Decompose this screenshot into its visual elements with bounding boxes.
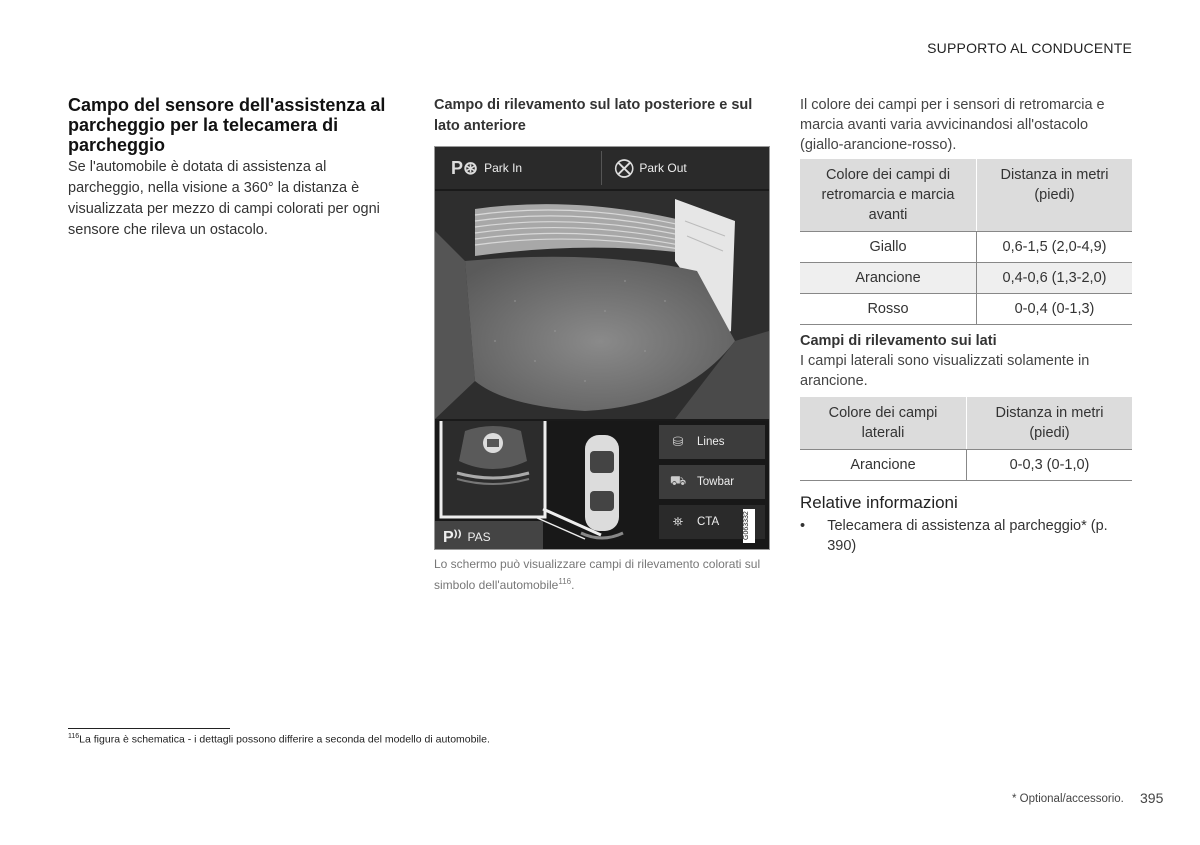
cta-icon: ⛯ [672,514,684,529]
table-cell-distance: 0,4-0,6 (1,3-2,0) [977,263,1133,294]
optional-note: * Optional/accessorio. [1012,793,1124,805]
park-out-label: Park Out [639,161,687,175]
pas-icon: P⁾⁾ [443,529,462,546]
caption-end: . [571,578,575,592]
table-cell-color: Rosso [800,294,977,325]
rear-camera-view [435,191,769,419]
park-out-button [615,153,687,183]
table-row [800,294,1132,325]
caption-text: Lo schermo può visualizzare campi di rilevamento colorati sul simbolo dell'automobile [434,557,761,592]
towbar-button [659,465,765,499]
table-header-color: Colore dei campi di retromarcia e marcia avanti [800,159,977,232]
park-in-icon: P⊛ [451,157,479,178]
related-info-heading: Relative informazioni [800,493,958,512]
figure-heading: Campo di rilevamento sul lato posteriore e sul lato anteriore [434,97,753,134]
page-number: 395 [1140,790,1164,806]
side-distance-table [800,397,1132,481]
towbar-icon: ⛟ [669,473,687,488]
image-code: G063332 [743,509,755,543]
side-fields-text: I campi laterali sono visualizzati solamente in arancione. [800,353,1090,389]
camera-bottom-panel [435,421,769,549]
section-title: Campo del sensore dell'assistenza al parcheggio per la telecamera di parcheggio [68,95,386,155]
camera-top-bar [435,147,769,189]
lines-button [659,425,765,459]
table-header-row [800,159,1132,232]
table-header-row [800,397,1132,450]
table-row [800,450,1132,481]
table-cell-color: Arancione [800,450,967,481]
footnote [68,733,490,746]
park-in-label: Park In [484,161,523,175]
pas-button [443,527,491,547]
pas-label: PAS [467,530,491,544]
table-cell-color: Giallo [800,232,977,263]
lines-icon: ⛁ [672,434,684,449]
table-header-distance: Distanza in metri (piedi) [967,397,1133,450]
footnote-ref: 116 [68,733,80,740]
park-in-button [451,153,522,183]
cta-label: CTA [697,516,720,528]
related-info-item[interactable] [800,516,1132,556]
footnote-divider [68,728,230,729]
front-rear-distance-table [800,159,1132,325]
figure-caption [434,555,764,594]
table-row [800,263,1132,294]
lines-label: Lines [697,436,725,448]
table-row [800,232,1132,263]
park-out-icon: ⛒ [615,157,634,178]
rear-camera-image [435,191,769,419]
table-cell-color: Arancione [800,263,977,294]
color-intro: Il colore dei campi per i sensori di retromarcia e marcia avanti varia avvicinandosi all'ostacolo (giallo-arancione-rosso). [800,97,1105,153]
side-fields-heading: Campi di rilevamento sui lati [800,333,997,349]
caption-footnote-ref: 116 [558,577,572,586]
intro-paragraph: Se l'automobile è dotata di assistenza al parcheggio, nella visione a 360° la distanza è visualizzata per mezzo di campi colorati per ogni sensore che rileva un ostacolo. [68,159,380,238]
intro-column [68,95,398,241]
table-cell-distance: 0-0,4 (0-1,3) [977,294,1133,325]
figure-column [434,95,770,594]
table-cell-distance: 0-0,3 (0-1,0) [967,450,1133,481]
table-header-color: Colore dei campi laterali [800,397,967,450]
table-header-distance: Distanza in metri (piedi) [977,159,1133,232]
footnote-text: La figura è schematica - i dettagli possono differire a seconda del modello di automobile. [79,733,490,746]
camera-screen-figure [434,146,770,550]
info-column [800,95,1132,556]
towbar-label: Towbar [697,476,735,488]
bullet-icon: • [800,518,806,534]
related-link[interactable]: Telecamera di assistenza al parcheggio* (p. 390) [827,518,1108,554]
top-bar-divider [601,151,602,185]
section-header: SUPPORTO AL CONDUCENTE [927,40,1132,56]
table-cell-distance: 0,6-1,5 (2,0-4,9) [977,232,1133,263]
